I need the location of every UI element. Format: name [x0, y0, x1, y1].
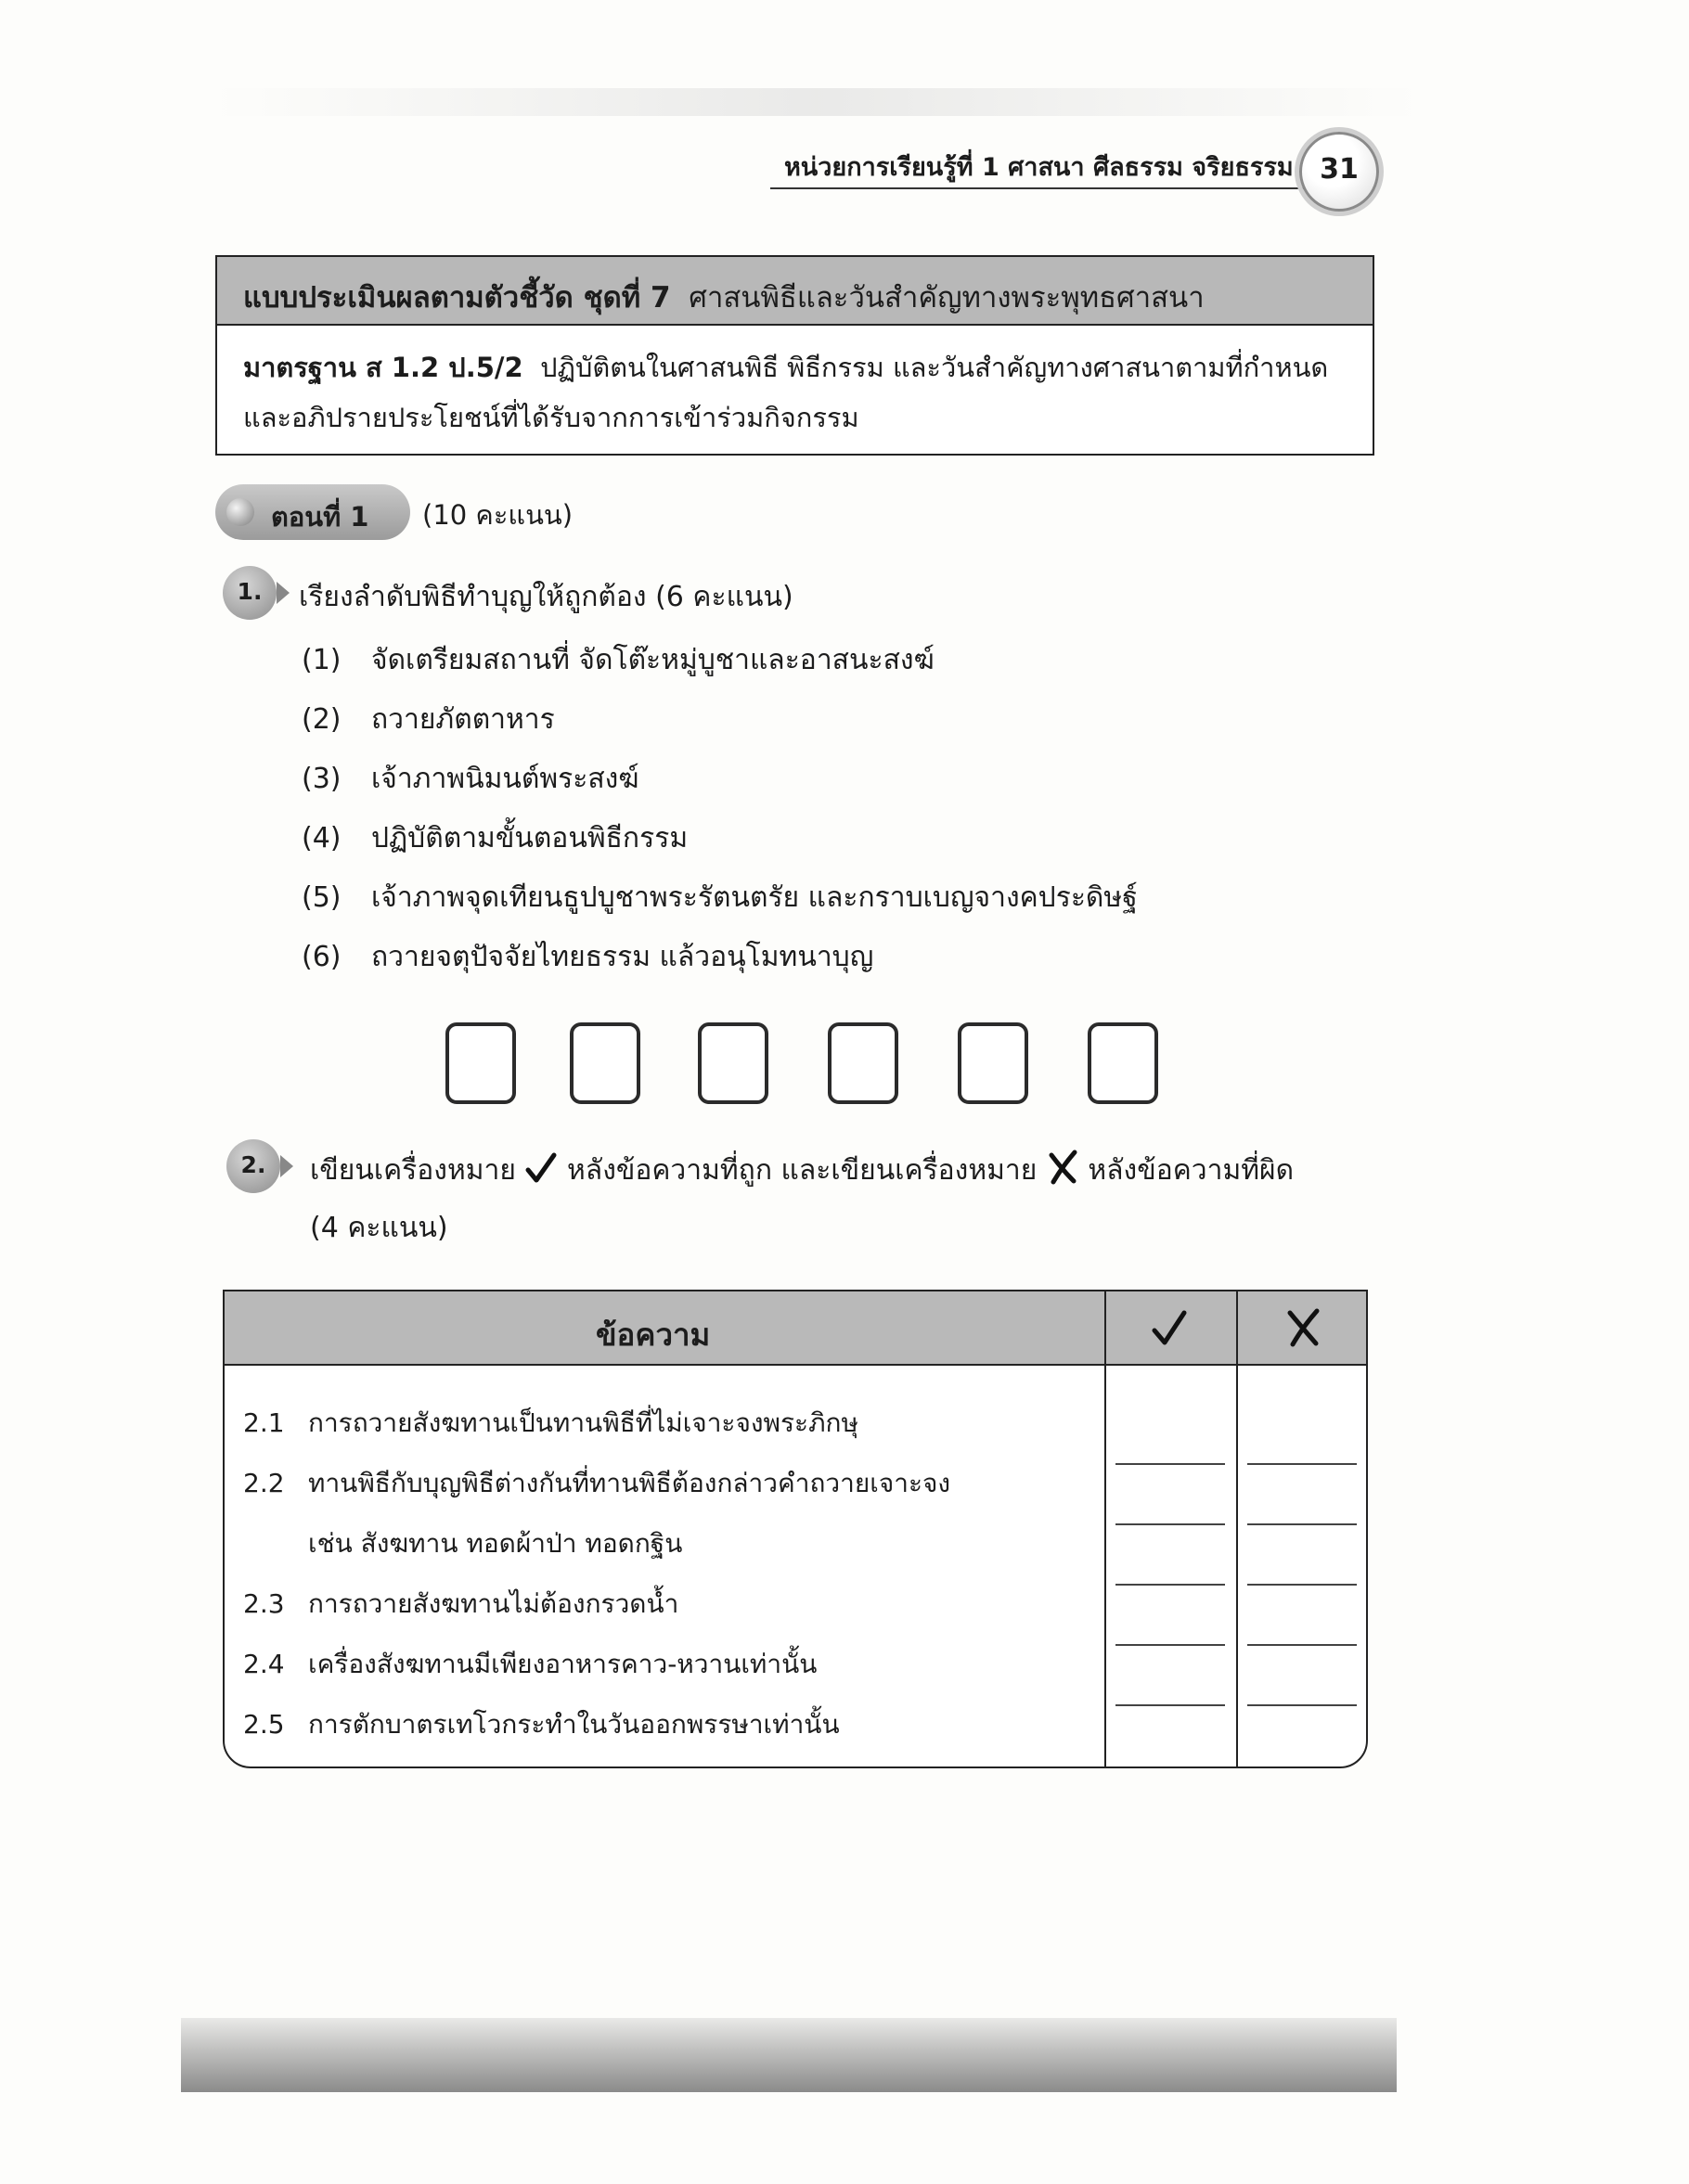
table-header-label: ข้อความ	[596, 1317, 711, 1353]
cross-mark-icon	[1284, 1308, 1322, 1347]
answer-box-6[interactable]	[1088, 1022, 1158, 1104]
standard-line-1	[243, 346, 1328, 389]
question-number: 2.	[240, 1151, 266, 1178]
table-row: 2.1 การถวายสังฆทานเป็นทานพิธีที่ไม่เจาะจงพระภิกษุ	[243, 1407, 858, 1438]
answer-blank-false-2[interactable]	[1247, 1523, 1357, 1525]
standard-code: มาตรฐาน ส 1.2 ป.5/2	[243, 352, 523, 383]
table-row: 2.2 ทานพิธีกับบุญพิธีต่างกันที่ทานพิธีต้องกล่าวคำถวายเจาะจง	[243, 1468, 951, 1498]
cross-mark-icon	[1046, 1150, 1079, 1185]
true-false-table	[223, 1290, 1368, 1768]
assessment-title-bold: แบบประเมินผลตามตัวชี้วัด ชุดที่ 7	[243, 281, 671, 315]
part-score: (10 คะแนน)	[422, 499, 574, 531]
column-divider	[1104, 1291, 1106, 1766]
assessment-title-bar	[217, 257, 1373, 326]
assessment-title	[243, 274, 1205, 320]
table-row: เช่น สังฆทาน ทอดผ้าป่า ทอดกฐิน	[308, 1528, 683, 1559]
part-label: ตอนที่ 1	[271, 501, 369, 533]
check-mark-icon	[524, 1151, 558, 1185]
answer-blank-false-4[interactable]	[1247, 1644, 1357, 1646]
question-number: 1.	[237, 578, 263, 605]
header-rule	[770, 187, 1318, 189]
answer-box-5[interactable]	[958, 1022, 1028, 1104]
step-item: (2) ถวายภัตตาหาร	[302, 703, 555, 736]
assessment-title-rest: ศาสนพิธีและวันสำคัญทางพระพุทธศาสนา	[689, 281, 1205, 315]
page-number: 31	[1320, 153, 1359, 186]
arrow-icon	[277, 582, 290, 604]
table-header	[225, 1291, 1366, 1366]
answer-blank-true-4[interactable]	[1115, 1644, 1225, 1646]
step-item: (6) ถวายจตุปัจจัยไทยธรรม แล้วอนุโมทนาบุญ	[302, 941, 874, 973]
step-item: (3) เจ้าภาพนิมนต์พระสงฆ์	[302, 763, 639, 795]
question-number-badge	[223, 566, 277, 620]
answer-blank-true-1[interactable]	[1115, 1463, 1225, 1465]
table-row: 2.3 การถวายสังฆทานไม่ต้องกรวดน้ำ	[243, 1588, 679, 1619]
answer-blank-true-3[interactable]	[1115, 1584, 1225, 1586]
standard-text-1: ปฏิบัติตนในศาสนพิธี พิธีกรรม และวันสำคัญทางศาสนาตามที่กำหนด	[540, 352, 1329, 383]
bullet-dot-icon	[226, 498, 254, 526]
answer-blank-true-5[interactable]	[1115, 1704, 1225, 1706]
question-1-text: เรียงลำดับพิธีทำบุญให้ถูกต้อง (6 คะแนน)	[299, 581, 793, 613]
column-divider	[1236, 1291, 1238, 1766]
bleed-through-shadow-top	[213, 88, 1420, 116]
step-item: (5) เจ้าภาพจุดเทียนธูปบูชาพระรัตนตรัย และกราบเบญจางคประดิษฐ์	[302, 881, 1138, 914]
standard-line-2: และอภิปรายประโยชน์ที่ได้รับจากการเข้าร่วมกิจกรรม	[243, 402, 859, 433]
part-label-pill	[215, 484, 410, 540]
table-row: 2.5 การตักบาตรเทโวกระทำในวันออกพรรษาเท่านั้น	[243, 1709, 840, 1740]
question-2-text: เขียนเครื่องหมาย หลังข้อความที่ถูก และเขียนเครื่องหมาย หลังข้อความที่ผิด	[310, 1149, 1294, 1192]
table-row: 2.4 เครื่องสังฆทานมีเพียงอาหารคาว-หวานเท่านั้น	[243, 1649, 818, 1679]
page-header	[770, 139, 1387, 193]
step-item: (1) จัดเตรียมสถานที่ จัดโต๊ะหมู่บูชาและอาสนะสงฆ์	[302, 644, 935, 676]
unit-title: หน่วยการเรียนรู้ที่ 1 ศาสนา ศีลธรรม จริยธรรม	[784, 153, 1294, 182]
answer-blank-false-1[interactable]	[1247, 1463, 1357, 1465]
answer-blank-false-3[interactable]	[1247, 1584, 1357, 1586]
answer-box-4[interactable]	[828, 1022, 898, 1104]
question-number-badge	[226, 1139, 280, 1193]
page-bottom-shadow	[181, 2018, 1397, 2092]
answer-box-1[interactable]	[445, 1022, 516, 1104]
question-2-score: (4 คะแนน)	[310, 1212, 448, 1244]
step-item: (4) ปฏิบัติตามขั้นตอนพิธีกรรม	[302, 822, 689, 854]
answer-blank-true-2[interactable]	[1115, 1523, 1225, 1525]
check-mark-icon	[1151, 1308, 1188, 1347]
answer-box-2[interactable]	[570, 1022, 640, 1104]
arrow-icon	[280, 1155, 293, 1177]
answer-box-3[interactable]	[698, 1022, 768, 1104]
page-number-badge	[1299, 132, 1379, 212]
answer-blank-false-5[interactable]	[1247, 1704, 1357, 1706]
assessment-title-box	[215, 255, 1374, 456]
